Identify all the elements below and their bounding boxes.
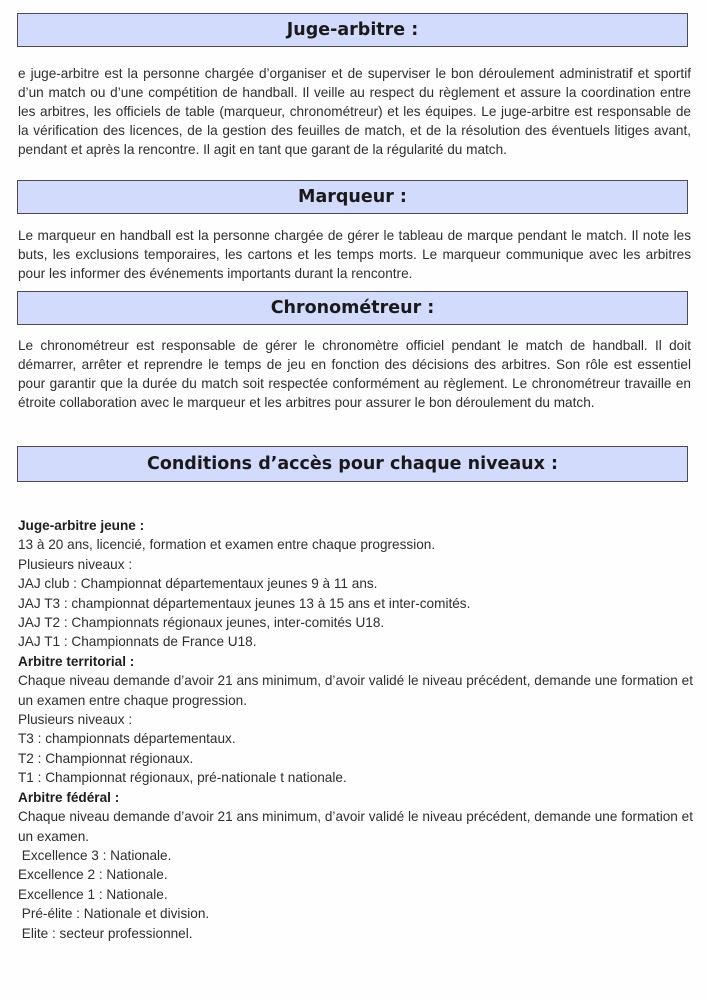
list-line: JAJ club : Championnat départementaux jeunes 9 à 11 ans. [18,576,378,592]
section-title: Juge-arbitre : [286,20,419,40]
list-line: T3 : championnats départementaux. [18,731,236,747]
level-requirement: Chaque niveau demande d’avoir 21 ans minimum, d’avoir validé le niveau précédent, demande une formation et un examen. [18,809,693,844]
list-line: Plusieurs niveaux : [18,556,133,572]
section-title: Conditions d’accès pour chaque niveaux : [146,454,558,474]
list-line: 13 à 20 ans, licencié, formation et examen entre chaque progression. [18,537,436,553]
level-requirement: Chaque niveau demande d’avoir 21 ans minimum, d’avoir validé le niveau précédent, demande une formation et un examen entre chaque progression. [18,673,693,708]
section-title: Chronométreur : [270,298,435,318]
section-header-conditions [17,446,688,482]
list-line: T2 : Championnat régionaux. [18,750,194,766]
list-line: T1 : Championnat régionaux, pré-nationale t nationale. [18,770,347,786]
level-heading-federal: Arbitre fédéral : [18,789,120,805]
juge-arbitre-description: e juge-arbitre est la personne chargée d’organiser et de superviser le bon déroulement administratif et sportif d’un match ou d’une compétition de handball. Il veille au respect du règlement et assure la coordination entre les arbitres, les officiels de table (marqueur, chronométreur) et les équipes. Le juge-arbitre est responsable de la vérification des licences, de la gestion des feuilles de match, et de la résolution des éventuels litiges avant, pendant et après la rencontre. Il agit en tant que garant de la régularité du match. [18,66,691,157]
list-line: JAJ T2 : Championnats régionaux jeunes, inter-comités U18. [18,615,385,631]
conditions-list [18,516,693,943]
list-line: JAJ T1 : Championnats de France U18. [18,634,257,650]
section-title: Marqueur : [298,187,407,207]
marqueur-description: Le marqueur en handball est la personne chargée de gérer le tableau de marque pendant le match. Il note les buts, les exclusions temporaires, les cartons et les temps morts. Le marqueur communique avec les arbitres pour les informer des événements importants durant la rencontre. [18,228,691,281]
list-line: Excellence 2 : Nationale. [18,867,168,883]
list-line: Pré-élite : Nationale et division. [18,906,210,922]
list-line: JAJ T3 : championnat départementaux jeunes 13 à 15 ans et inter-comités. [18,595,471,611]
level-heading-territorial: Arbitre territorial : [18,653,135,669]
section-header-chronometreur [17,291,688,325]
level-heading-jeune: Juge-arbitre jeune : [18,518,145,533]
list-line: Excellence 1 : Nationale. [18,886,168,902]
chronometreur-description: Le chronométreur est responsable de gérer le chronomètre officiel pendant le match de handball. Il doit démarrer, arrêter et reprendre le temps de jeu en fonction des décisions des arbitres. Son rôle est essentiel pour garantir que la durée du match soit respectée conformément au règlement. Le chronométreur travaille en étroite collaboration avec le marqueur et les arbitres pour assurer le bon déroulement du match. [18,338,691,410]
list-line: Elite : secteur professionnel. [18,925,193,941]
section-header-marqueur [17,180,688,214]
section-header-juge-arbitre [17,13,688,47]
list-line: Excellence 3 : Nationale. [18,847,172,863]
list-line: Plusieurs niveaux : [18,712,133,728]
